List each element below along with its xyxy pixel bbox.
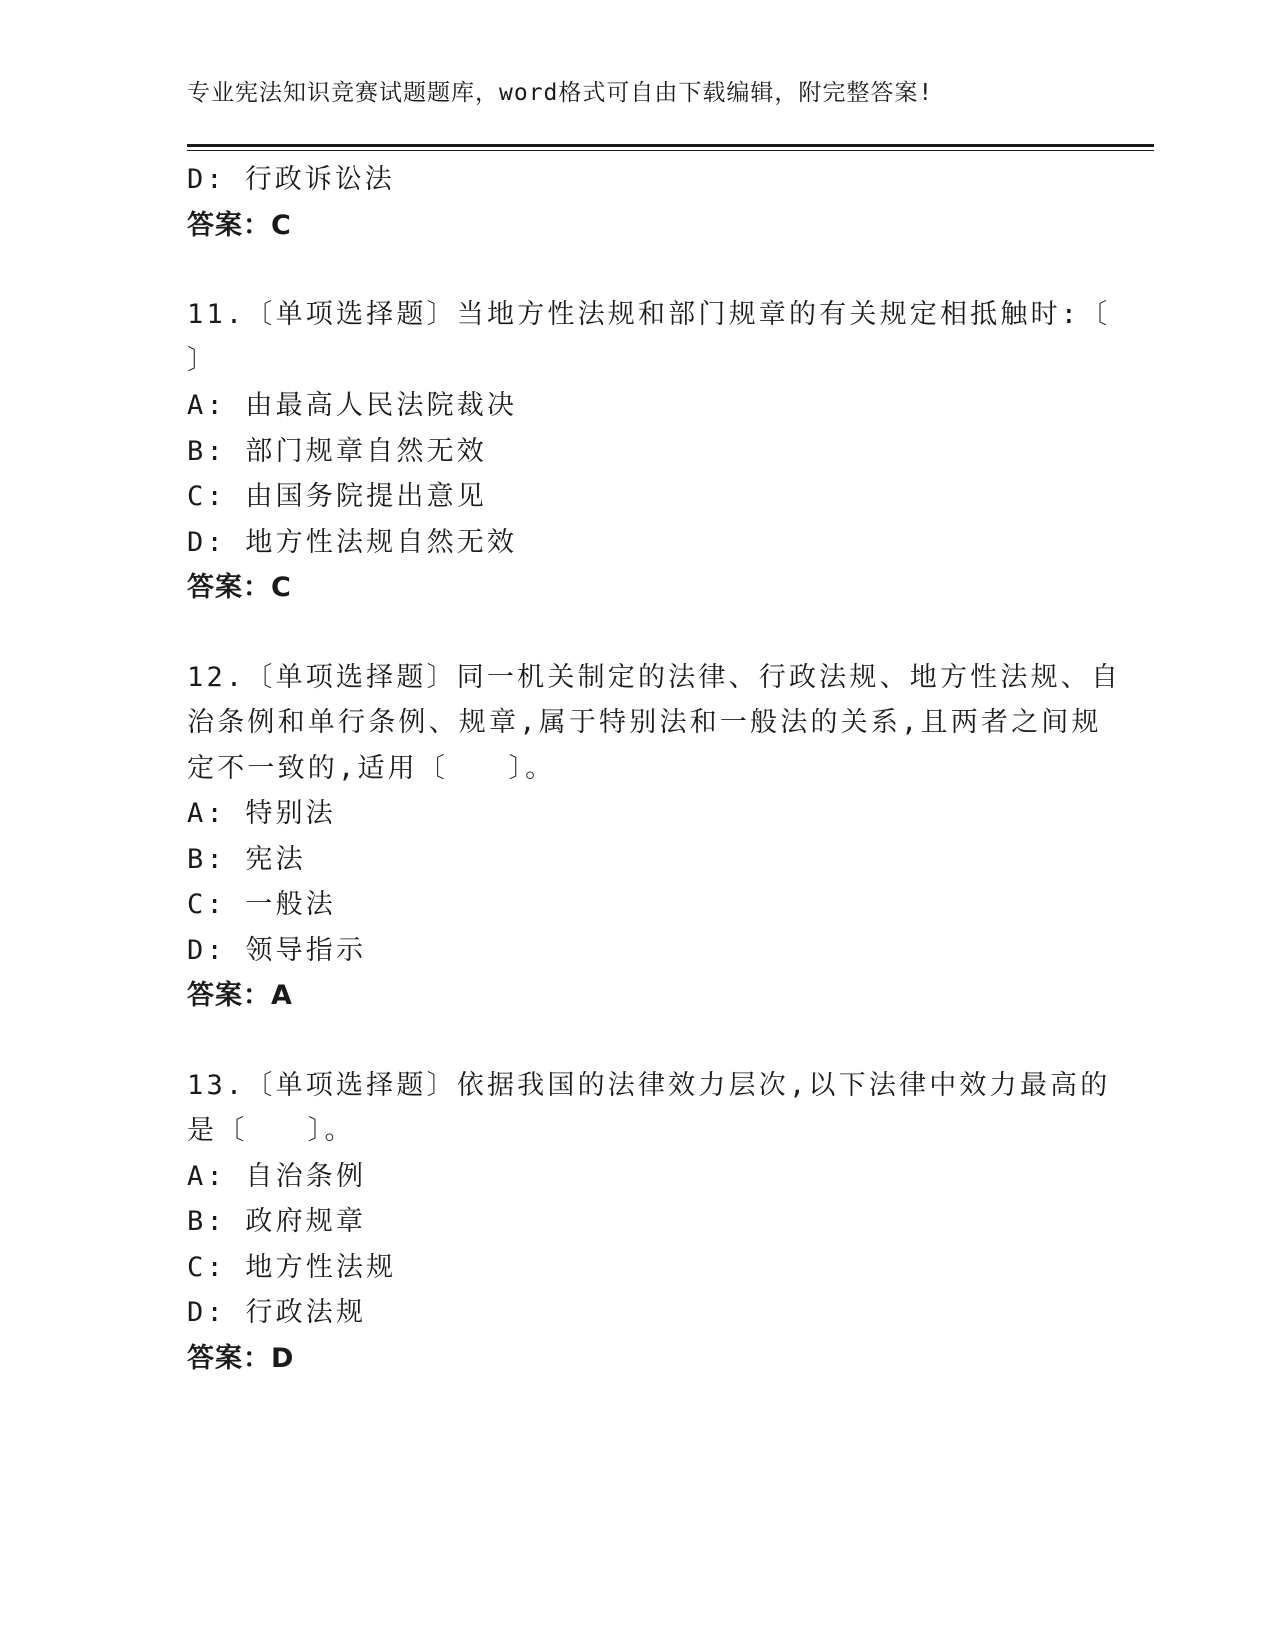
question-text-line: 13.〔单项选择题〕依据我国的法律效力层次,以下法律中效力最高的 [187,1069,1111,1101]
option-d: D: 领导指示 [187,934,367,966]
option-d: D: 行政诉讼法 [187,164,395,195]
question-text-line: 12.〔单项选择题〕同一机关制定的法律、行政法规、地方性法规、自 [187,661,1122,693]
option-c: C: 一般法 [187,889,336,920]
option-c: C: 地方性法规 [187,1251,397,1283]
previous-question-tail [187,157,1067,248]
question-12 [187,655,1122,1019]
option-a: A: 自治条例 [187,1160,367,1192]
header-divider-thin [187,150,1154,151]
spacer [187,1019,1067,1063]
question-text-line: 治条例和单行条例、规章,属于特别法和一般法的关系,且两者之间规 [187,707,1102,738]
option-a: A: 由最高人民法院裁决 [187,390,518,421]
document-body [187,157,1122,1381]
page-header: 专业宪法知识竞赛试题题库，word格式可自由下载编辑，附完整答案! [187,80,934,106]
question-text-line: 11.〔单项选择题〕当地方性法规和部门规章的有关规定相抵触时:〔 [187,299,1111,330]
option-d: D: 地方性法规自然无效 [187,526,518,558]
question-text-line: 是〔 〕。 [187,1115,355,1146]
answer-line: 答案：C [187,209,292,241]
option-a: A: 特别法 [187,798,336,829]
question-11 [187,292,1111,611]
question-text-line: 〕 [187,344,218,376]
question-text-line: 定不一致的,适用〔 〕。 [187,752,556,784]
answer-line: 答案：C [187,572,292,603]
option-d: D: 行政法规 [187,1297,367,1328]
spacer [187,611,1067,655]
option-b: B: 宪法 [187,843,306,875]
option-b: B: 部门规章自然无效 [187,435,487,467]
answer-line: 答案：D [187,1342,295,1374]
spacer [187,248,1067,292]
option-b: B: 政府规章 [187,1206,367,1237]
answer-line: 答案：A [187,980,293,1011]
option-c: C: 由国务院提出意见 [187,481,487,512]
header-divider-thick [187,144,1154,147]
question-13 [187,1063,1111,1382]
